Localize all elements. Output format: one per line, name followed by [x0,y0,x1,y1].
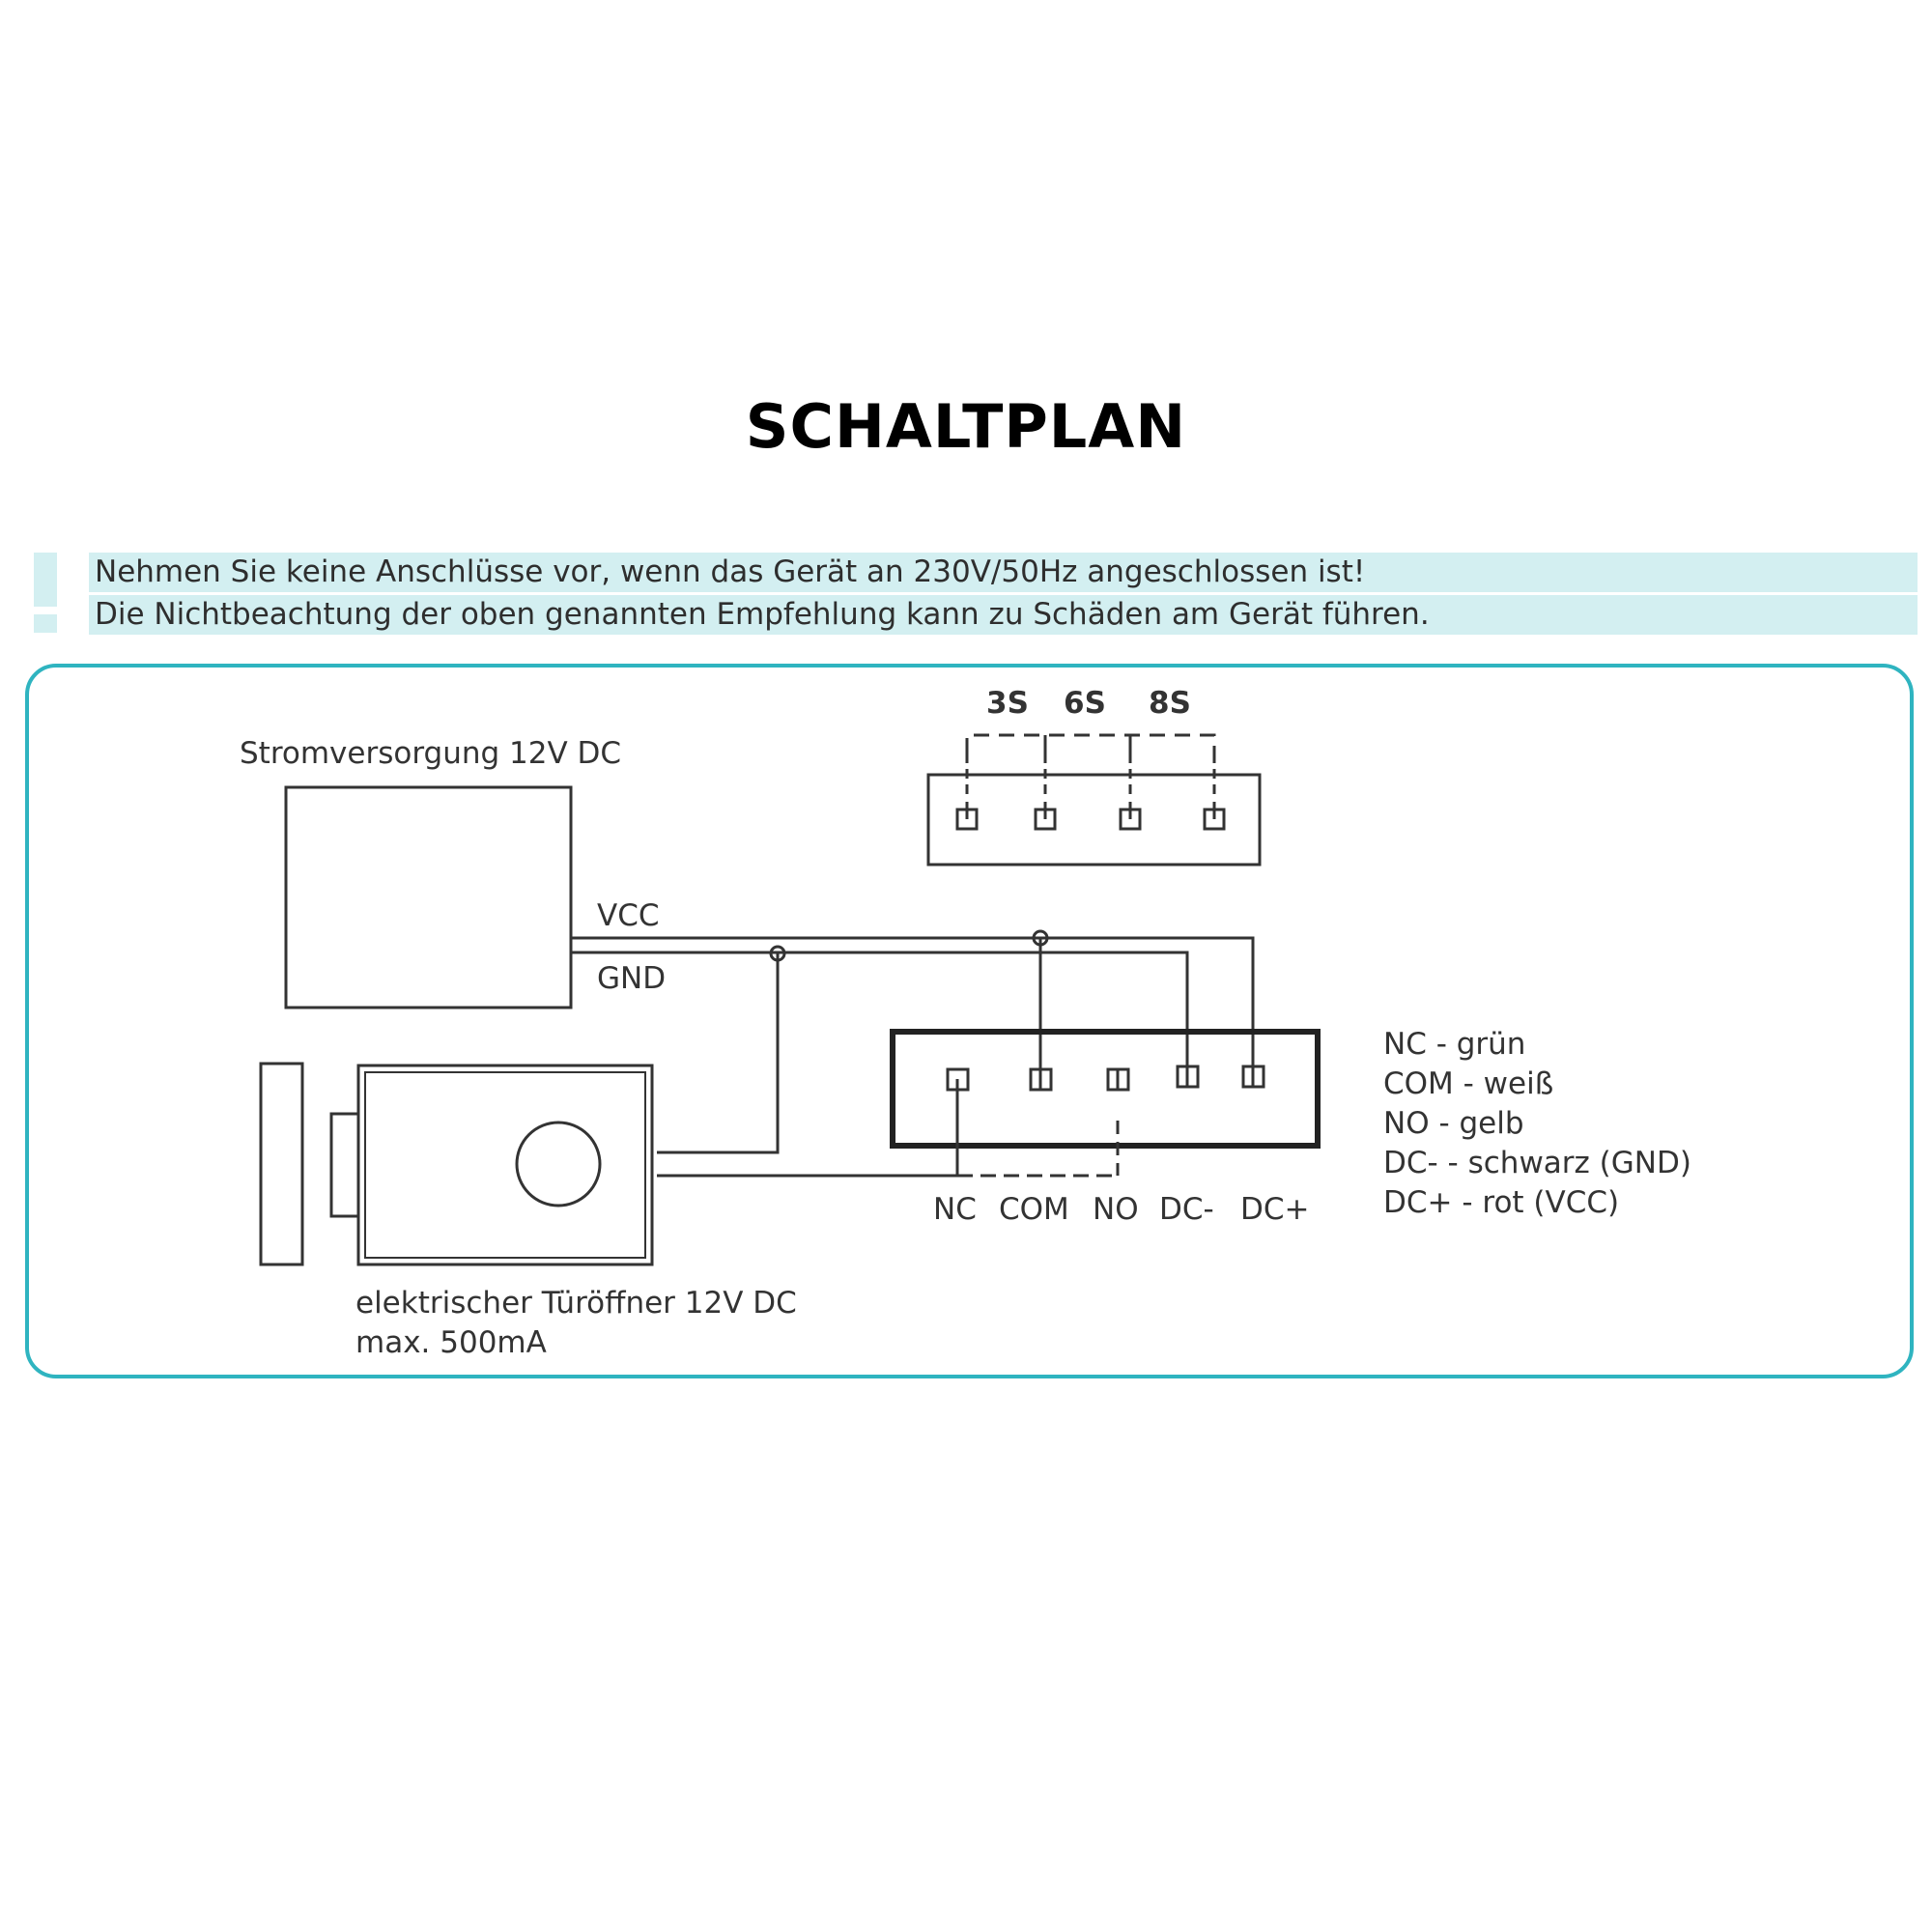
warning-line-2: Die Nichtbeachtung der oben genannten Empfehlung kann zu Schäden am Gerät führen. [89,595,1918,635]
power-supply-box [286,787,571,1008]
door-opener-latch [331,1114,358,1216]
legend-item-no: NO - gelb [1383,1106,1524,1141]
door-opener-circle [517,1122,600,1206]
gnd-label: GND [597,961,667,996]
legend-item-dc-minus: DC- - schwarz (GND) [1383,1146,1691,1180]
warning-line-1: Nehmen Sie keine Anschlüsse vor, wenn das Gerät an 230V/50Hz angeschlossen ist! [89,553,1918,592]
door-opener-body [358,1065,652,1264]
jumper-label-3s: 3S [986,686,1029,721]
terminal-label-dc-minus: DC- [1159,1192,1214,1227]
terminal-label-com: COM [999,1192,1069,1227]
door-opener-inner [365,1072,645,1258]
power-supply-label: Stromversorgung 12V DC [240,736,622,771]
vcc-label: VCC [597,898,660,933]
jumper-label-8s: 8S [1149,686,1191,721]
terminal-label-dc-plus: DC+ [1240,1192,1310,1227]
jumper-label-6s: 6S [1064,686,1106,721]
terminal-pins [948,1066,1264,1176]
vcc-wire [571,938,1253,1076]
legend-item-nc: NC - grün [1383,1027,1526,1062]
legend-item-dc-plus: DC+ - rot (VCC) [1383,1185,1620,1220]
jumper-pins [957,753,1224,829]
terminal-label-nc: NC [933,1192,977,1227]
door-opener-label-1: elektrischer Türöffner 12V DC [355,1286,797,1321]
legend-item-com: COM - weiß [1383,1066,1554,1101]
terminal-label-no: NO [1093,1192,1139,1227]
door-strike-plate [261,1064,302,1264]
page-title: SCHALTPLAN [745,391,1187,462]
jumper-bracket [967,735,1214,753]
door-opener-label-2: max. 500mA [355,1325,547,1360]
